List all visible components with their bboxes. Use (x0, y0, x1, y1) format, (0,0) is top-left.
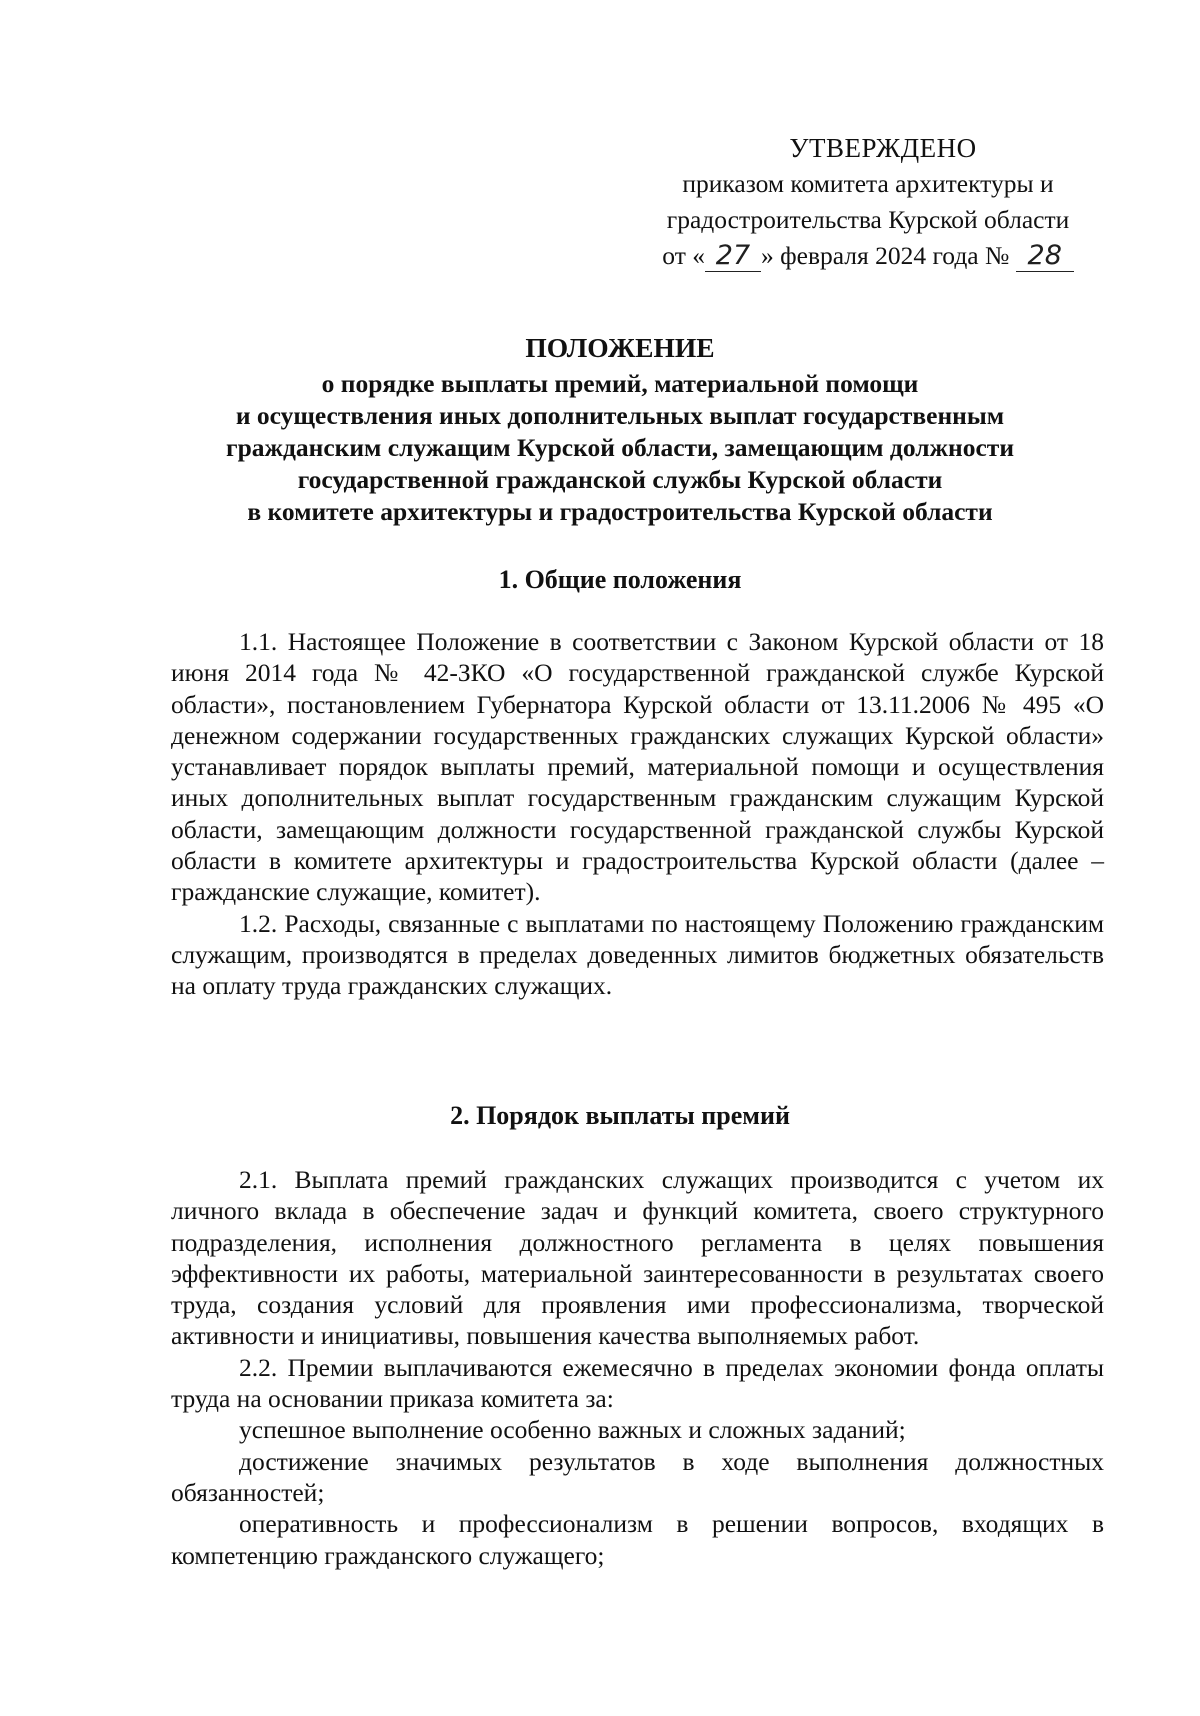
document-title: ПОЛОЖЕНИЕ (525, 332, 715, 363)
subtitle-line: гражданским служащим Курской области, замещающим должности (225, 433, 1015, 462)
list-item: успешное выполнение особенно важных и сложных заданий; (239, 1415, 906, 1445)
subtitle-line: государственной гражданской службы Курской области (297, 465, 943, 494)
subtitle-line: в комитете архитектуры и градостроительства Курской области (247, 497, 993, 526)
handwritten-day: 27 (705, 241, 761, 272)
list-item: достижение значимых результатов в ходе выполнения должностных обязанностей; (171, 1446, 1104, 1507)
approval-title: УТВЕРЖДЕНО (789, 133, 977, 163)
paragraph-1-2: 1.2. Расходы, связанные с выплатами по настоящему Положению гражданским служащим, производятся в пределах доведенных лимитов бюджетных обязательств на оплату труда гражданских служащих. (171, 908, 1104, 1001)
date-prefix: от « (662, 241, 705, 270)
subtitle-line: о порядке выплаты премий, материальной помощи (321, 369, 919, 398)
paragraph-2-1: 2.1. Выплата премий гражданских служащих производится с учетом их личного вклада в обеспечение задач и функций комитета, своего структурного подразделения, исполнения должностного регламента в целях повышения эффективности их работы, материальной заинтересованности в результатах своего труда, создания условий для проявления ими профессионализма, творческой активности и инициативы, повышения качества выполняемых работ. (171, 1165, 1104, 1351)
list-item: оперативность и профессионализм в решении вопросов, входящих в компетенцию гражданского служащего; (171, 1509, 1104, 1570)
paragraph-1-1: 1.1. Настоящее Положение в соответствии с Законом Курской области от 18 июня 2014 года № 42-ЗКО «О государственной гражданской службе Курской области», постановлением Губернатора Курской области от 13.11.2006 № 495 «О денежном содержании государственных гражданских служащих Курской области» устанавливает порядок выплаты премий, материальной помощи и осуществления иных дополнительных выплат государственным гражданским служащим Курской области, замещающим должности государственной гражданской службы Курской области в комитете архитектуры и градостроительства Курской области (далее – гражданские служащие, комитет). (171, 627, 1104, 907)
section-2-body (171, 1164, 1104, 1571)
document-title-block (130, 330, 1110, 528)
approval-date-line (633, 238, 1103, 274)
approval-stamp (633, 130, 1103, 274)
approval-line-1: приказом комитета архитектуры и (682, 169, 1054, 198)
section-heading-1: 1. Общие положения (498, 565, 742, 594)
handwritten-order-number: 28 (1016, 241, 1074, 272)
section-1-body (171, 626, 1104, 1002)
section-heading-2: 2. Порядок выплаты премий (450, 1101, 790, 1130)
subtitle-line: и осуществления иных дополнительных выплат государственным (235, 401, 1005, 430)
approval-line-2: градостроительства Курской области (666, 205, 1070, 234)
paragraph-2-2: 2.2. Премии выплачиваются ежемесячно в пределах экономии фонда оплаты труда на основании приказа комитета за: (171, 1352, 1104, 1414)
date-middle: » февраля 2024 года № (760, 241, 1010, 270)
